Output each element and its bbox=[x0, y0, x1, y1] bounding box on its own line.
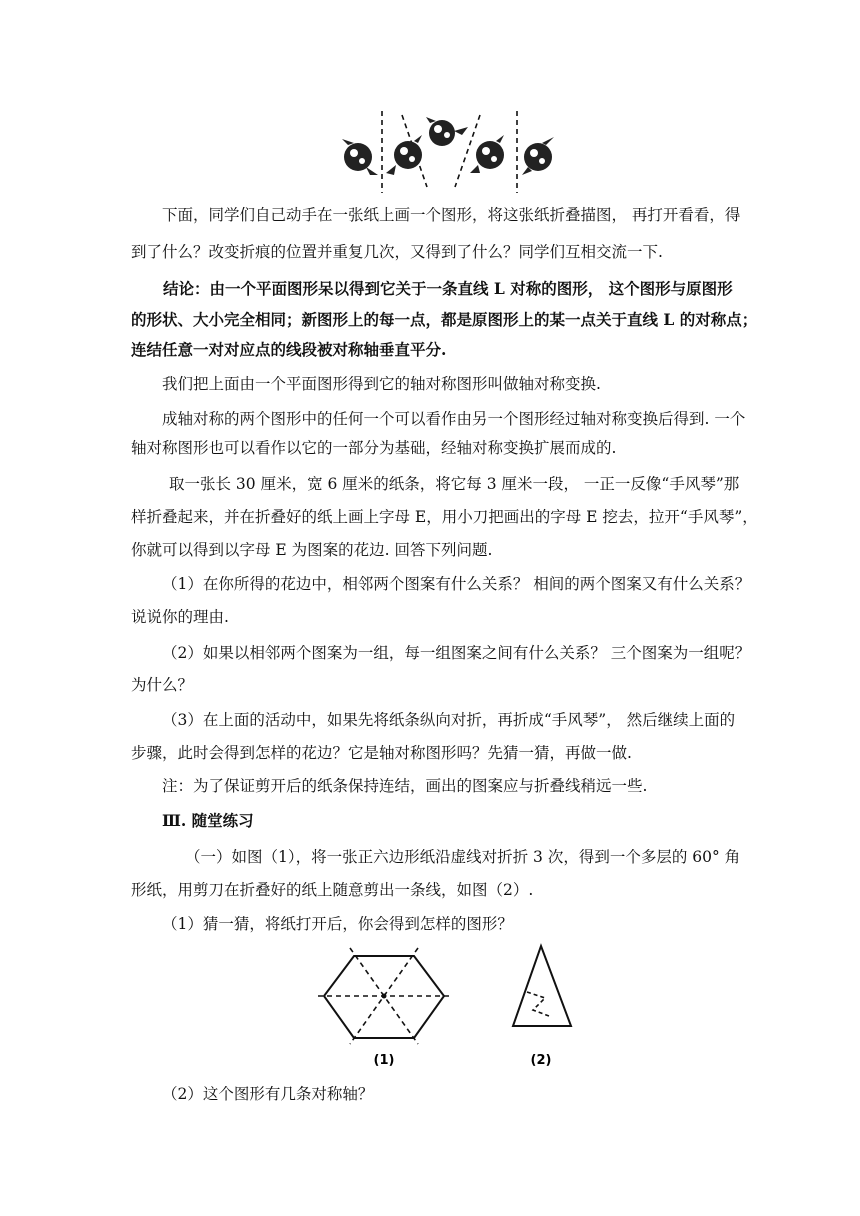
triangle-figure-label: (2) bbox=[530, 1053, 552, 1068]
paragraph-line: 下面，同学们自己动手在一张纸上画一个图形，将这张纸折叠描图， 再打开看看，得 bbox=[162, 206, 741, 224]
exercise-line: （1）猜一猜，将纸打开后，你会得到怎样的图形？ bbox=[162, 915, 513, 933]
fish-icon bbox=[470, 135, 504, 173]
fish-icon bbox=[342, 139, 378, 175]
exercise-line: （一）如图（1），将一张正六边形纸沿虚线对折折 3 次，得到一个多层的 60° 角 bbox=[185, 848, 741, 866]
question-line: （2）如果以相邻两个图案为一组，每一组图案之间有什么关系？ 三个图案为一组呢？ bbox=[162, 644, 751, 662]
fish-fold-illustration bbox=[330, 105, 560, 195]
paragraph-line: 到了什么？改变折痕的位置并重复几次，又得到了什么？同学们互相交流一下. bbox=[131, 243, 663, 261]
question-line: 为什么？ bbox=[131, 676, 194, 694]
conclusion-line: 连结任意一对对应点的线段被对称轴垂直平分. bbox=[131, 340, 447, 359]
fish-icon bbox=[386, 135, 422, 175]
exercise-line: 形纸，用剪刀在折叠好的纸上随意剪出一条线，如图（2）. bbox=[131, 881, 534, 899]
question-line: 步骤，此时会得到怎样的花边？它是轴对称图形吗？先猜一猜，再做一做. bbox=[131, 744, 632, 762]
paragraph-line: 轴对称图形也可以看作以它的一部分为基础，经轴对称变换扩展而成的. bbox=[131, 439, 617, 457]
triangle-figure bbox=[505, 938, 585, 1068]
hexagon-figure bbox=[318, 938, 458, 1068]
paragraph-line: 样折叠起来，并在折叠好的纸上画上字母 E，用小刀把画出的字母 E 挖去，拉开“手风琴”， bbox=[131, 508, 758, 526]
question-line: （3）在上面的活动中，如果先将纸条纵向对折，再折成“手风琴”， 然后继续上面的 bbox=[162, 711, 736, 729]
note-line: 注：为了保证剪开后的纸条保持连结，画出的图案应与折叠线稍远一些. bbox=[162, 777, 648, 795]
hexagon-figure-label: (1) bbox=[373, 1053, 395, 1068]
fish-icon bbox=[426, 117, 468, 146]
question-line: 说说你的理由. bbox=[131, 608, 229, 626]
fish-icon bbox=[522, 137, 554, 175]
section-heading: Ⅲ. 随堂练习 bbox=[162, 811, 254, 830]
exercise-line: （2）这个图形有几条对称轴？ bbox=[162, 1085, 374, 1103]
paragraph-line: 我们把上面由一个平面图形得到它的轴对称图形叫做轴对称变换. bbox=[162, 375, 601, 393]
paragraph-line: 你就可以得到以字母 E 为图案的花边. 回答下列问题. bbox=[131, 541, 493, 559]
paragraph-line: 成轴对称的两个图形中的任何一个可以看作由另一个图形经过轴对称变换后得到. 一个 bbox=[162, 410, 746, 428]
conclusion-line: 的形状、大小完全相同；新图形上的每一点，都是原图形上的某一点关于直线 L 的对称点； bbox=[131, 310, 758, 329]
question-line: （1）在你所得的花边中，相邻两个图案有什么关系？ 相间的两个图案又有什么关系？ bbox=[162, 575, 751, 593]
paragraph-line: 取一张长 30 厘米，宽 6 厘米的纸条，将它每 3 厘米一段， 一正一反像“手风琴”那 bbox=[169, 475, 740, 493]
conclusion-line: 结论：由一个平面图形呆以得到它关于一条直线 L 对称的图形， 这个图形与原图形 bbox=[163, 279, 733, 298]
